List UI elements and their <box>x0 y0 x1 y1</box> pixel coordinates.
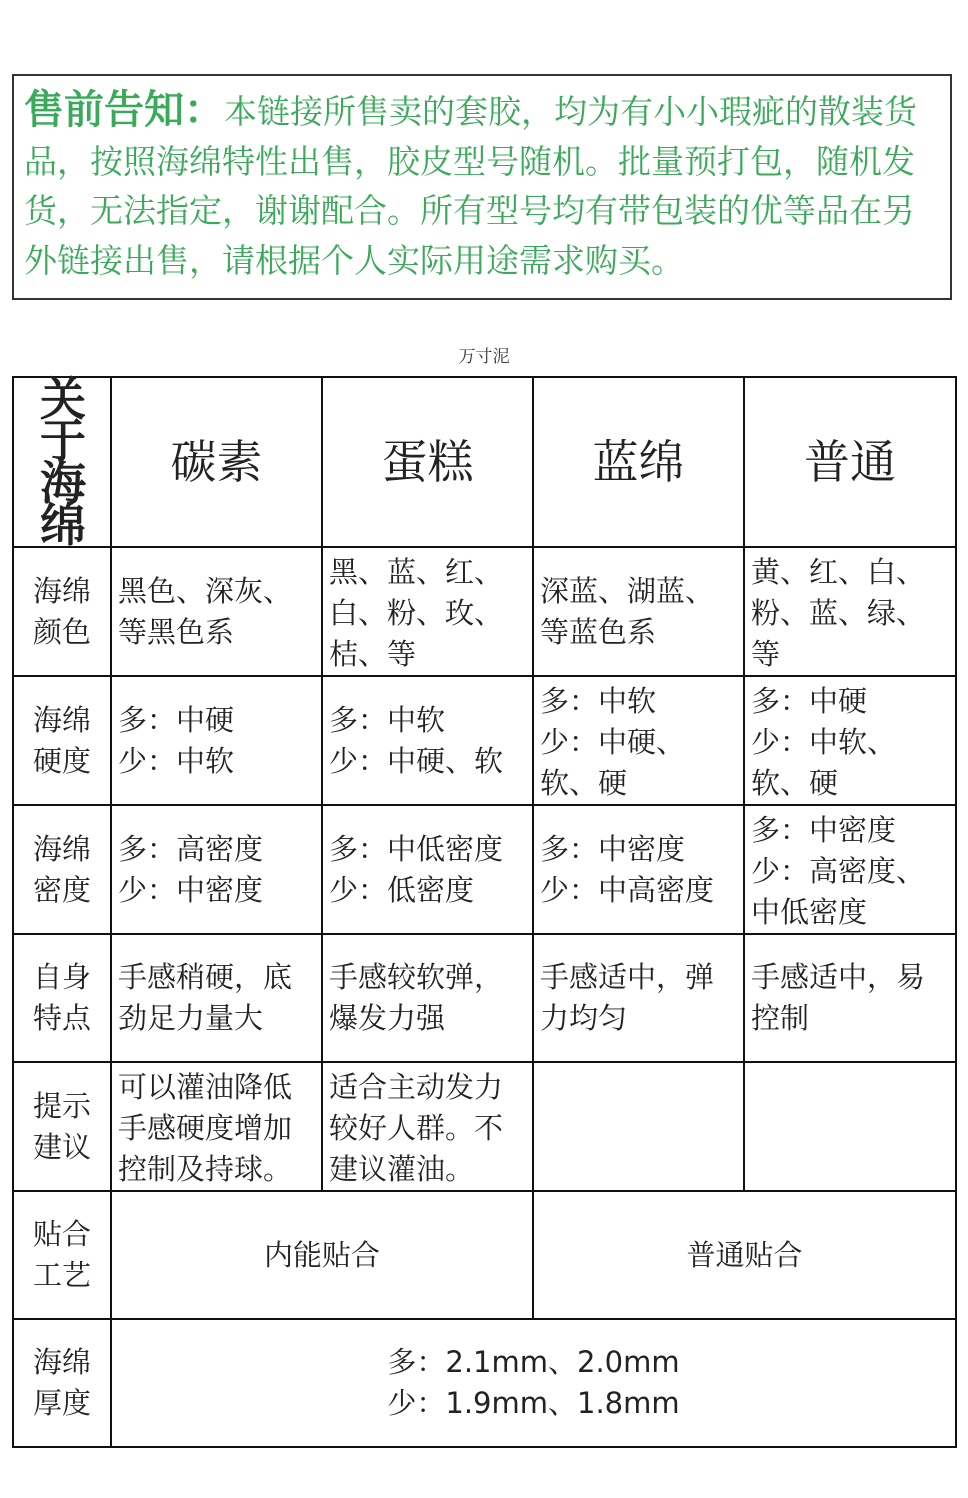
table-cell: 多：中密度 少：中高密度 <box>533 805 744 934</box>
table-header-row <box>13 377 956 547</box>
table-row <box>13 547 956 676</box>
table-row-fit-process <box>13 1191 956 1319</box>
table-cell: 手感适中，易 控制 <box>744 934 956 1062</box>
table-cell: 手感稍硬，底 劲足力量大 <box>111 934 322 1062</box>
table-cell: 手感较软弹， 爆发力强 <box>322 934 533 1062</box>
row-label: 海绵 颜色 <box>13 547 111 676</box>
table-row-thickness <box>13 1319 956 1447</box>
image-caption: 万寸泥 <box>458 347 510 367</box>
table-cell: 多：中软 少：中硬、软 <box>322 676 533 805</box>
sponge-spec-table <box>12 372 957 1448</box>
table-row <box>13 676 956 805</box>
row-label: 贴合 工艺 <box>13 1191 111 1319</box>
fit-inner-energy: 内能贴合 <box>111 1191 533 1319</box>
column-header-carbon: 碳素 <box>111 377 322 547</box>
table-row <box>13 934 956 1062</box>
table-cell: 多：中低密度 少：低密度 <box>322 805 533 934</box>
row-label: 提示 建议 <box>13 1062 111 1191</box>
row-label: 海绵 硬度 <box>13 676 111 805</box>
table-cell: 深蓝、湖蓝、 等蓝色系 <box>533 547 744 676</box>
corner-header: 关于 海绵 <box>13 377 111 547</box>
table-cell: 黑色、深灰、 等黑色系 <box>111 547 322 676</box>
table-row <box>13 1062 956 1191</box>
column-header-cake: 蛋糕 <box>322 377 533 547</box>
table-cell: 多：中硬 少：中软 <box>111 676 322 805</box>
table-cell: 多：高密度 少：中密度 <box>111 805 322 934</box>
table-cell: 黑、蓝、红、 白、粉、玫、 桔、等 <box>322 547 533 676</box>
table-cell: 多：中硬 少：中软、 软、硬 <box>744 676 956 805</box>
table-row <box>13 805 956 934</box>
table-cell: 手感适中，弹 力均匀 <box>533 934 744 1062</box>
row-label: 海绵 密度 <box>13 805 111 934</box>
table-cell <box>744 1062 956 1191</box>
notice-heading: 售前告知： <box>24 87 224 133</box>
notice-body: 本链接所售卖的套胶，均为有小小瑕疵的散装货品，按照海绵特性出售，胶皮型号随机。批量预打包，随机发货，无法指定，谢谢配合。所有型号均有带包装的优等品在另外链接出售，请根据个人实际用途需求购买。 <box>24 92 917 280</box>
table-cell: 可以灌油降低 手感硬度增加 控制及持球。 <box>111 1062 322 1191</box>
table-cell: 多：中软 少：中硬、 软、硬 <box>533 676 744 805</box>
table-cell <box>533 1062 744 1191</box>
table-cell: 多：中密度 少：高密度、 中低密度 <box>744 805 956 934</box>
row-label: 海绵 厚度 <box>13 1319 111 1447</box>
thickness-values: 多：2.1mm、2.0mm 少：1.9mm、1.8mm <box>111 1319 956 1447</box>
column-header-regular: 普通 <box>744 377 956 547</box>
presale-notice <box>12 74 952 300</box>
table-cell: 适合主动发力 较好人群。不 建议灌油。 <box>322 1062 533 1191</box>
row-label: 自身 特点 <box>13 934 111 1062</box>
table-cell: 黄、红、白、 粉、蓝、绿、 等 <box>744 547 956 676</box>
column-header-blue-sponge: 蓝绵 <box>533 377 744 547</box>
fit-regular: 普通贴合 <box>533 1191 956 1319</box>
